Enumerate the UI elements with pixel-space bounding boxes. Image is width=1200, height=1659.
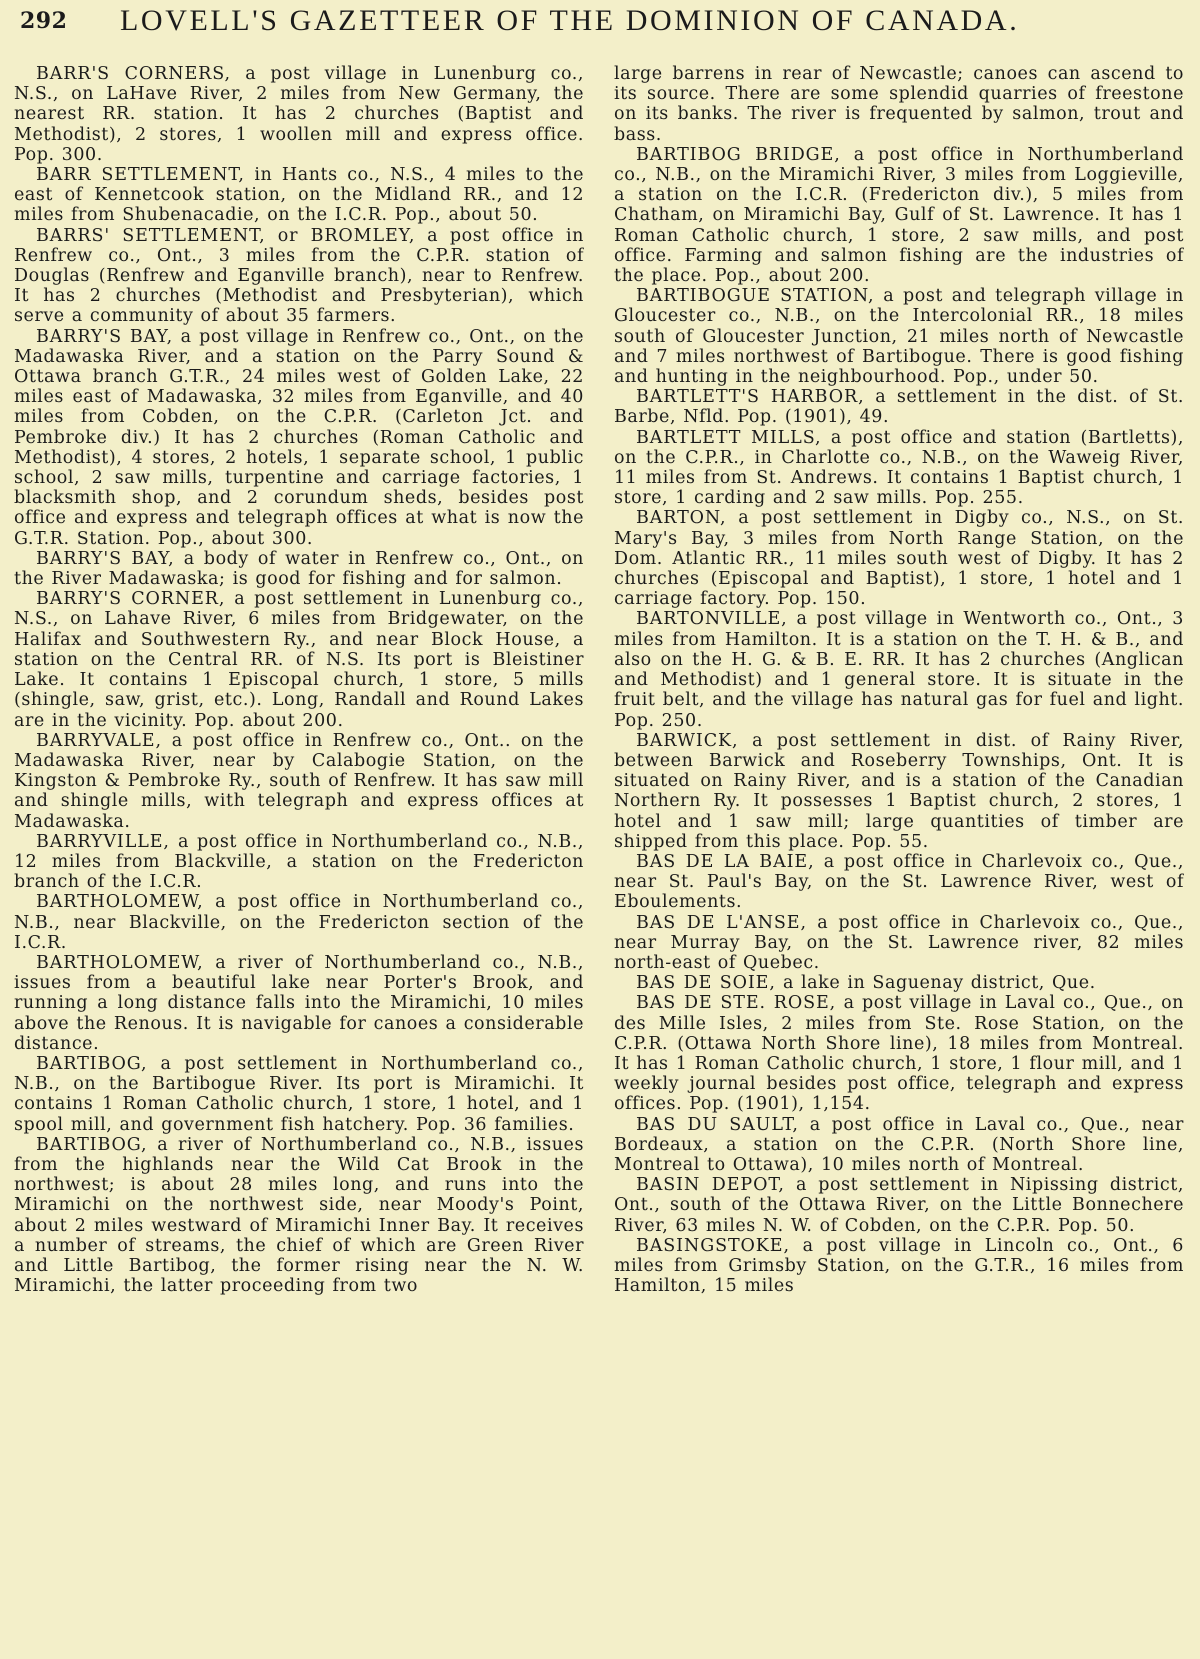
gazetteer-entry [14, 226, 584, 327]
entry-text: a post office in Charlevoix co., Que., near Murray Bay, on the St. Lawrence river, 82 miles north-east of Quebec. [614, 912, 1184, 973]
left-column [14, 64, 584, 1654]
entry-heading: BARTONVILLE, [636, 609, 788, 630]
entry-text: a post office and station (Bartletts), on the C.P.R., in Charlotte co., N.B., on the Waweig River, 11 miles from St. Andrews. It contains 1 Baptist church, 1 store, 1 carding and 2 saw mills. Pop. 255. [614, 427, 1184, 509]
entry-text: a post village in Laval co., Que., on des Mille Isles, 2 miles from Ste. Rose Station, on the C.P.R. (Ottawa North Shore line), 18 miles from Montreal. It has 1 Roman Catholic church, 1 store, 1 flour mill, and 1 weekly journal besides post office, telegraph and express offices. Pop. (1901), 1,154. [614, 993, 1184, 1115]
gazetteer-entry [614, 1175, 1184, 1236]
gazetteer-entry [14, 892, 584, 953]
entry-text: a post village in Wentworth co., Ont., 3 miles from Hamilton. It is a station on the T. H. & B., and also on the H. G. & B. E. RR. It has 2 churches (Anglican and Methodist) and 1 general store. It is situate in the fruit belt, and the village has natural gas for fuel and light. Pop. 250. [614, 609, 1184, 731]
entry-heading: BARTHOLOMEW, [36, 952, 204, 973]
entry-heading: BARRS' SETTLEMENT, or BROMLEY, [36, 225, 416, 246]
entry-heading: BARTLETT MILLS, [636, 427, 822, 448]
entry-heading: BAS DU SAULT, [636, 1114, 799, 1135]
entry-text: a post office in Northumberland co., N.B., on the Miramichi River, 3 miles from Loggieville, a station on the I.C.R. (Fredericton div.), 5 miles from Chatham, on Miramichi Bay, Gulf of St. Lawrence. It has 1 Roman Catholic church, 1 store, 2 saw mills, and post office. Farming and salmon fishing are the industries of the place. Pop., about 200. [614, 144, 1184, 287]
entry-heading: BARRY'S CORNER, [36, 589, 226, 610]
entry-heading: BARR SETTLEMENT, [36, 165, 245, 186]
entry-text: a post office in Charlevoix co., Que., near St. Paul's Bay, on the St. Lawrence River, west of Eboulements. [614, 851, 1184, 913]
gazetteer-entry [614, 973, 1184, 993]
entry-text: a post settlement in Nipissing district, Ont., south of the Ottawa River, on the Little Bonnechere River, 63 miles N. W. of Cobden, on the C.P.R. Pop. 50. [614, 1175, 1184, 1236]
entry-text: a post office in Laval co., Que., near Bordeaux, a station on the C.P.R. (North Shore line, Montreal to Ottawa), 10 miles north of Montreal. [614, 1114, 1184, 1175]
entry-text: a lake in Saguenay district, Que. [782, 973, 1096, 994]
entry-text: large barrens in rear of Newcastle; canoes can ascend to its source. There are some splendid quarries of freestone on its banks. The river is frequented by salmon, trout and bass. [614, 64, 1184, 145]
entry-text: in Hants co., N.S., 4 miles to the east of Kennetcook station, on the Midland RR., and 12 miles from Shubenacadie, on the I.C.R. Pop., about 50. [14, 165, 584, 226]
gazetteer-entry [614, 508, 1184, 609]
gazetteer-entry [614, 913, 1184, 974]
entry-text: a post village in Renfrew co., Ont., on the Madawaska River, and a station on the Parry Sound & Ottawa branch G.T.R., 24 miles west of Golden Lake, 22 miles east of Madawaska, 32 miles from Eganville, and 40 miles from Cobden, on the C.P.R. (Carleton Jct. and Pembroke div.) It has 2 churches (Roman Catholic and Methodist), 4 stores, 2 hotels, 1 separate school, 1 public school, 2 saw mills, turpentine and carriage factories, 1 blacksmith shop, and 2 corundum sheds, besides post office and express and telegraph offices at what is now the G.T.R. Station. Pop., about 300. [14, 326, 584, 549]
entry-text: a post village in Lincoln co., Ont., 6 miles from Grimsby Station, on the G.T.R., 16 miles from Hamilton, 15 miles [614, 1235, 1184, 1297]
entry-heading: BASINGSTOKE, [636, 1235, 790, 1256]
gazetteer-entry [614, 286, 1184, 387]
entry-text: a settlement in the dist. of St. Barbe, Nfld. Pop. (1901), 49. [614, 387, 1184, 428]
entry-text: a river of Northumberland co., N.B., issues from a beautiful lake near Porter's Brook, and running a long distance falls into the Miramichi, 10 miles above the Renous. It is navigable for canoes a considerable distance. [14, 952, 584, 1054]
entry-text: a body of water in Renfrew co., Ont., on the River Madawaska; is good for fishing and for salmon. [14, 548, 584, 590]
gazetteer-entry [614, 1115, 1184, 1176]
entry-text: a post office in Renfrew co., Ont.. on the Madawaska River, near by Calabogie Station, on the Kingston & Pembroke Ry., south of Renfrew. It has saw mill and shingle mills, with telegraph and express offices at Madawaska. [14, 730, 584, 832]
entry-heading: BARTIBOGUE STATION, [636, 286, 875, 307]
gazetteer-entry [614, 1236, 1184, 1297]
entry-text: a post office in Renfrew co., Ont., 3 miles from the C.P.R. station of Douglas (Renfrew and Eganville branch), near to Renfrew. It has 2 churches (Methodist and Presbyterian), which serve a community of about 35 farmers. [14, 225, 584, 327]
entry-heading: BARRY'S BAY, [36, 326, 174, 347]
entry-heading: BARRY'S BAY, [36, 548, 175, 569]
gazetteer-entry [14, 64, 584, 165]
entry-text: a post settlement in Digby co., N.S., on St. Mary's Bay, 3 miles from North Range Station, on the Dom. Atlantic RR., 11 miles south west of Digby. It has 2 churches (Episcopal and Baptist), 1 store, 1 hotel and 1 carriage factory. Pop. 150. [614, 508, 1184, 610]
gazetteer-entry [614, 993, 1184, 1114]
gazetteer-entry [614, 731, 1184, 852]
entry-heading: BAS DE SOIE, [636, 973, 776, 994]
page-number: 292 [20, 8, 68, 34]
gazetteer-entry [14, 165, 584, 226]
entry-text: a river of Northumberland co., N.B., issues from the highlands near the Wild Cat Brook in the northwest; is about 28 miles long, and runs into the Miramichi on the northwest side, near Moody's Point, about 2 miles westward of Miramichi Inner Bay. It receives a number of streams, the chief of which are Green River and Little Bartibog, the former rising near the N. W. Miramichi, the latter proceeding from two [14, 1134, 584, 1297]
entry-heading: BARWICK, [636, 730, 739, 751]
entry-heading: BAS DE L'ANSE, [636, 912, 807, 933]
entry-heading: BAS DE LA BAIE, [636, 851, 815, 872]
entry-text: a post settlement in Lunenburg co., N.S., on Lahave River, 6 miles from Bridgewater, on the Halifax and Southwestern Ry., and near Block House, a station on the Central RR. of N.S. Its port is Bleistiner Lake. It contains 1 Episcopal church, 1 store, 5 mills (shingle, saw, grist, etc.). Long, Randall and Round Lakes are in the vicinity. Pop. about 200. [14, 589, 584, 731]
gazetteer-entry [614, 387, 1184, 427]
right-column [614, 64, 1184, 1654]
entry-text: a post settlement in dist. of Rainy River, between Barwick and Roseberry Townships, Ont. It is situated on Rainy River, and is a station of the Canadian Northern Ry. It possesses 1 Baptist church, 2 stores, 1 hotel and 1 saw mill; large quantities of timber are shipped from this place. Pop. 55. [614, 730, 1184, 852]
entry-heading: BARTIBOG BRIDGE, [636, 144, 841, 165]
gazetteer-entry [614, 428, 1184, 509]
entry-text: a post village in Lunenburg co., N.S., on LaHave River, 2 miles from New Germany, the nearest RR. station. It has 2 churches (Baptist and Methodist), 2 stores, 1 woollen mill and express office. Pop. 300. [14, 64, 584, 165]
gazetteer-entry [14, 1054, 584, 1135]
gazetteer-entry [14, 327, 584, 549]
gazetteer-entry [14, 1135, 584, 1297]
entry-heading: BARRYVALE, [36, 730, 162, 751]
entry-heading: BARTIBOG, [36, 1053, 148, 1074]
gazetteer-entry [14, 731, 584, 832]
gazetteer-entry [14, 953, 584, 1054]
gazetteer-entry [614, 145, 1184, 286]
entry-text: a post and telegraph village in Gloucester co., N.B., on the Intercolonial RR., 18 miles south of Gloucester Junction, 21 miles north of Newcastle and 7 miles northwest of Bartibogue. There is good fishing and hunting in the neighbourhood. Pop., under 50. [614, 286, 1184, 388]
entry-text: a post office in Northumberland co., N.B., near Blackville, on the Fredericton section of the I.C.R. [14, 892, 584, 953]
entry-heading: BASIN DEPOT, [636, 1175, 785, 1196]
gazetteer-entry [614, 609, 1184, 730]
gazetteer-entry [614, 852, 1184, 913]
entry-heading: BAS DE STE. ROSE, [636, 993, 837, 1014]
entry-heading: BARR'S CORNERS, [36, 64, 231, 84]
entry-heading: BARRYVILLE, [36, 831, 170, 852]
page-header [0, 0, 1200, 62]
entry-text: a post settlement in Northumberland co., N.B., on the Bartibogue River. Its port is Miramichi. It contains 1 Roman Catholic church, 1 store, 1 hotel, and 1 spool mill, and government fish hatchery. Pop. 36 families. [14, 1053, 584, 1135]
entry-heading: BARTIBOG, [36, 1134, 148, 1155]
entry-text: a post office in Northumberland co., N.B., 12 miles from Blackville, a station on the Fredericton branch of the I.C.R. [14, 831, 584, 893]
entry-heading: BARTHOLOMEW, [36, 892, 204, 913]
gazetteer-entry [14, 832, 584, 893]
entry-heading: BARTLETT'S HARBOR, [636, 387, 865, 408]
gazetteer-entry [14, 549, 584, 589]
gazetteer-entry [614, 64, 1184, 145]
gazetteer-entry [14, 589, 584, 730]
running-title: LOVELL'S GAZETTEER OF THE DOMINION OF CANADA. [120, 4, 1020, 37]
entry-heading: BARTON, [636, 508, 727, 529]
